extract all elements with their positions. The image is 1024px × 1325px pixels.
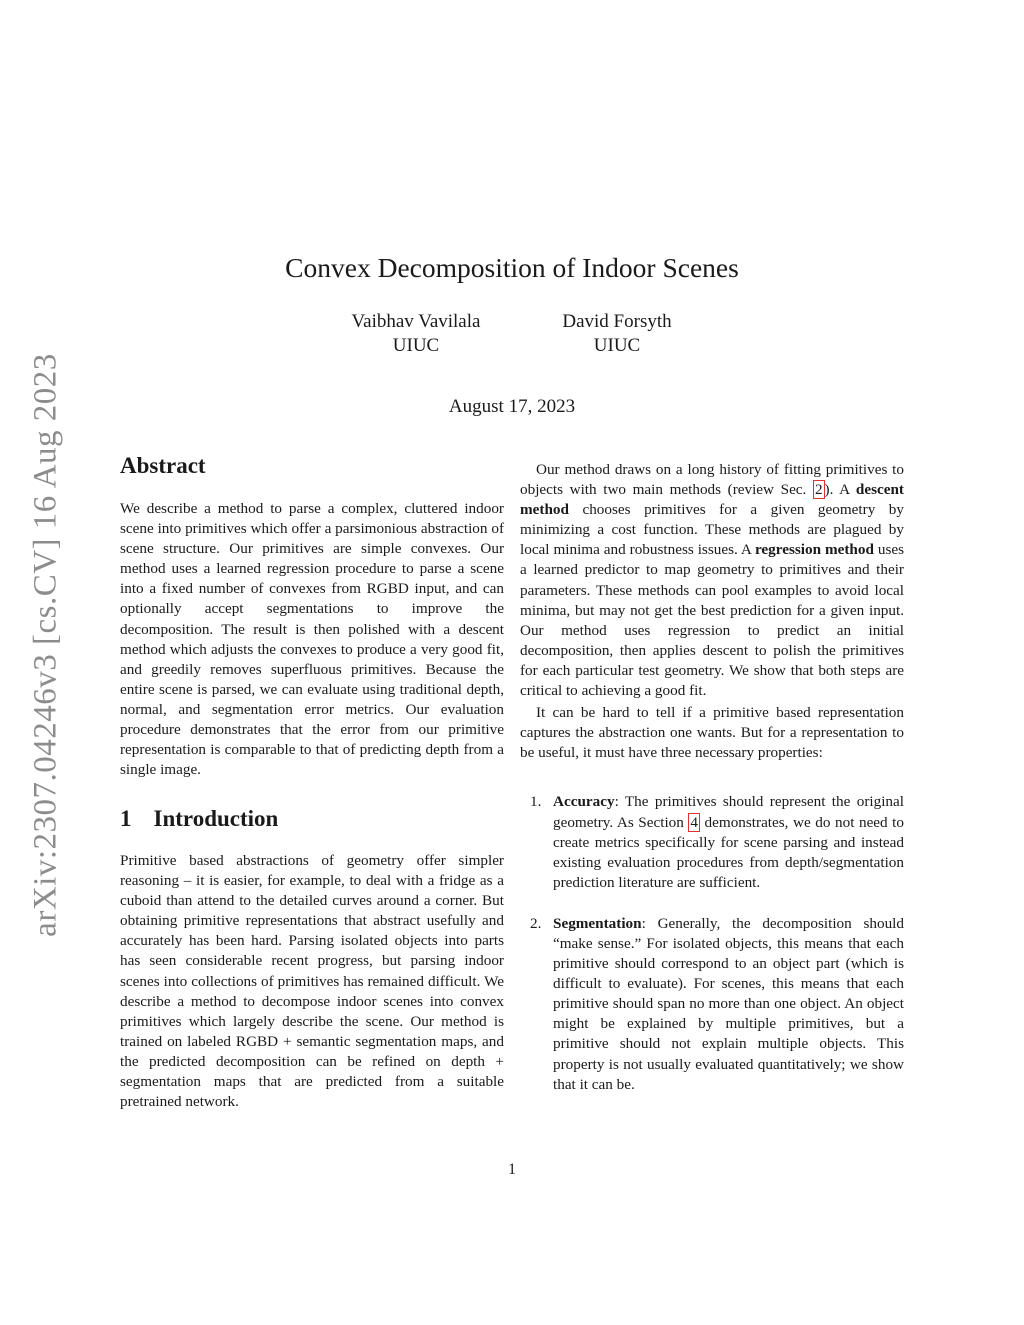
arxiv-identifier: arXiv:2307.04246v3 [cs.CV] 16 Aug 2023 xyxy=(27,353,64,937)
abstract-heading: Abstract xyxy=(120,453,206,478)
section-ref-link[interactable]: 2 xyxy=(814,481,823,499)
list-item: 1. Accuracy: The primitives should represent the original geometry. As Section 4 demonstrates, we do not need to create metrics specifically for scene parsing and instead existing evaluation procedures from depth/segmentation prediction literature are sufficient. xyxy=(530,793,904,891)
paper-date: August 17, 2023 xyxy=(448,396,576,417)
author-affiliation: UIUC xyxy=(392,335,440,356)
term-accuracy: Accuracy xyxy=(553,793,615,811)
section-heading-introduction xyxy=(120,806,278,832)
author-block xyxy=(517,310,717,358)
term-segmentation: Segmentation xyxy=(553,914,642,932)
arxiv-sidebar xyxy=(28,345,64,945)
intro-paragraph: Our method draws on a long history of fitting primitives to objects with two main methods (review Sec. 2 ). A descent method chooses primitives for a given geometry by minimizing a cost function. These methods are plagued by local minima and robustness issues. A regression method uses a learned predictor to map geometry to primitives and their parameters. These methods can pool examples to avoid local minima, but may not get the best prediction for a given input. Our method uses regression to predict an initial decomposition, then applies descent to polish the primitives for each particular test geometry. We show that both steps are critical to achieving a good fit. xyxy=(520,461,905,700)
intro-paragraph: It can be hard to tell if a primitive based representation captures the abstraction one wants. But for a representation to be useful, it must have three necessary properties: xyxy=(520,704,904,762)
paper-title: Convex Decomposition of Indoor Scenes xyxy=(285,252,739,283)
intro-paragraph: Primitive based abstractions of geometry offer simpler reasoning – it is easier, for example, to deal with a fridge as a cuboid than attend to the detailed curves around a corner. But obtaining primitive representations that abstract usefully and accurately has been hard. Parsing isolated objects into parts has seen considerable recent progress, but parsing indoor scenes into collections of primitives has remained difficult. We describe a method to decompose indoor scenes into convex primitives which largely describe the scene. Our method is trained on labeled RGBD + semantic segmentation maps, and the predicted decomposition can be refined on depth + segmentation maps that are predicted from a suitable pretrained network. xyxy=(120,852,504,1111)
properties-list xyxy=(520,792,904,1094)
right-column xyxy=(520,460,904,1116)
section-number: 1 xyxy=(120,806,132,831)
author-name: David Forsyth xyxy=(562,311,672,332)
term-descent-method: descent method xyxy=(520,481,904,519)
abstract-body xyxy=(120,499,504,780)
author-name: Vaibhav Vavilala xyxy=(351,311,481,332)
abstract-text: We describe a method to parse a complex, cluttered indoor scene into primitives which offer a parsimonious abstraction of scene structure. Our primitives are simple convexes. Our method uses a learned regression procedure to parse a scene into a fixed number of convexes from RGBD input, and can optionally accept segmentations to improve the decomposition. The result is then polished with a descent method which adjusts the convexes to produce a very good fit, and greedily removes superfluous primitives. Because the entire scene is parsed, we can evaluate using traditional depth, normal, and segmentation error metrics. Our evaluation procedure demonstrates that the error from our primitive representation is comparable to that of predicting depth from a single image. xyxy=(120,500,504,779)
list-item: 2. Segmentation: Generally, the decomposition should “make sense.” For isolated objects, this means that each primitive should correspond to an object part (which is difficult to evaluate). For scenes, this means that each primitive should span no more than one object. An object might be explained by multiple primitives, but a primitive should not explain multiple objects. This property is not usually evaluated quantitatively; we show that it can be. xyxy=(530,914,904,1093)
author-affiliation: UIUC xyxy=(593,335,641,356)
author-block xyxy=(316,310,516,358)
introduction-body xyxy=(120,851,504,1112)
page-number: 1 xyxy=(508,1161,516,1178)
section-ref-link[interactable]: 4 xyxy=(690,813,698,831)
section-title: Introduction xyxy=(153,806,279,831)
term-regression-method: regression method xyxy=(754,541,874,559)
